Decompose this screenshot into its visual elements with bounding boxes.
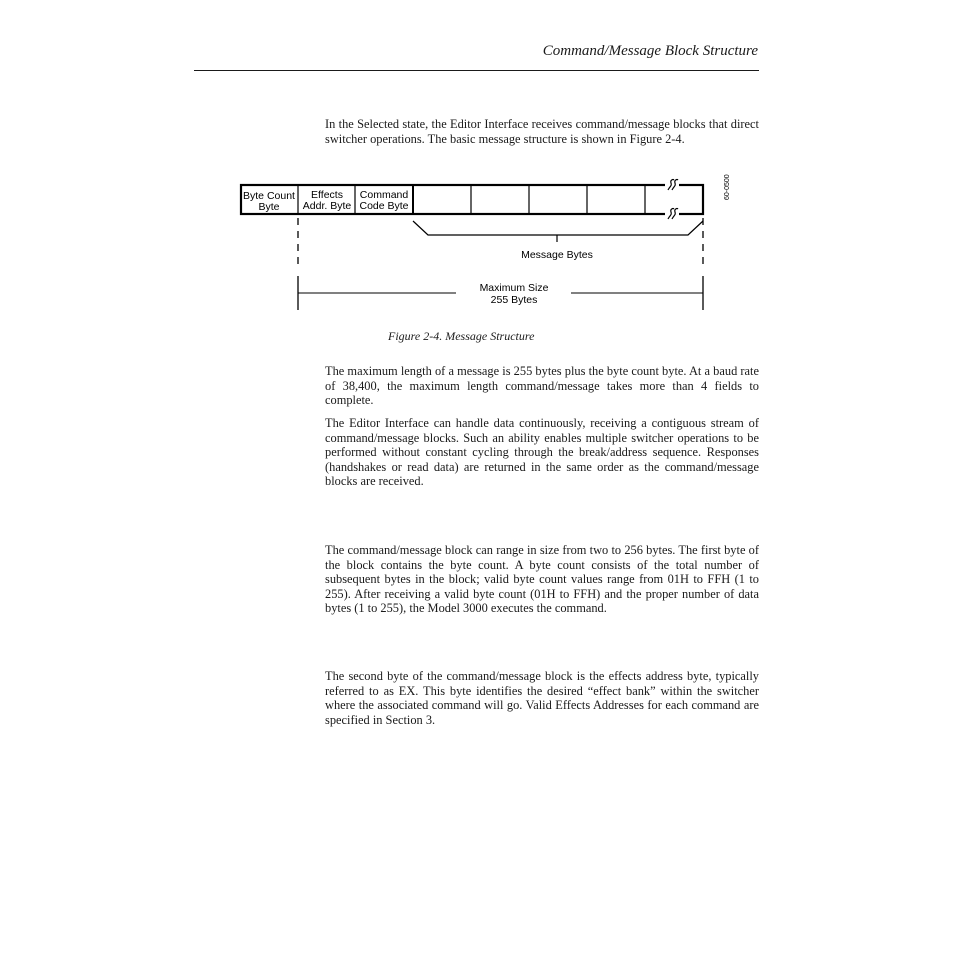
figure-caption: Figure 2-4. Message Structure xyxy=(388,329,535,343)
max-size-label: Maximum Size xyxy=(479,282,549,294)
cell-label-command-code: Code Byte xyxy=(359,200,409,212)
cell-label-command-code: Command xyxy=(359,189,409,201)
cell-label-byte-count: Byte Count xyxy=(243,190,295,202)
cell-label-effects-addr: Addr. Byte xyxy=(302,200,352,212)
max-size-label: 255 Bytes xyxy=(490,294,538,306)
cell-label-byte-count: Byte xyxy=(258,201,280,213)
body-paragraph: The second byte of the command/message block is the effects address byte, typically referred to as EX. This byte identifies the desired “effect bank” within the switcher where the associated command will go. Valid Effects Addresses for each command are specified in Section 3. xyxy=(325,669,759,727)
body-paragraph: The maximum length of a message is 255 bytes plus the byte count byte. At a baud rate of 38,400, the maximum length command/message takes more than 4 fields to complete. xyxy=(325,364,759,408)
body-paragraph: The command/message block can range in size from two to 256 bytes. The first byte of the block contains the byte count. A byte count consists of the total number of subsequent bytes in the block; valid byte count values range from 01H to FFH (1 to 255). After receiving a valid byte count (01H to FFH) and the proper number of data bytes (1 to 255), the Model 3000 executes the command. xyxy=(325,543,759,616)
intro-paragraph: In the Selected state, the Editor Interface receives command/message blocks that direct switcher operations. The basic message structure is shown in Figure 2-4. xyxy=(325,117,759,146)
message-bytes-bracket xyxy=(413,221,703,235)
body-paragraph: The Editor Interface can handle data continuously, receiving a contiguous stream of command/message blocks. Such an ability enables multiple switcher operations to be performed without constant cycling through the break/address sequence. Responses (handshakes or read data) are returned in the same order as the command/message blocks are received. xyxy=(325,416,759,489)
cell-label-effects-addr: Effects xyxy=(311,189,343,201)
figure-id-label: 60-0500 xyxy=(724,174,731,200)
page-header-title: Command/Message Block Structure xyxy=(542,43,758,59)
message-bytes-label: Message Bytes xyxy=(521,249,593,261)
